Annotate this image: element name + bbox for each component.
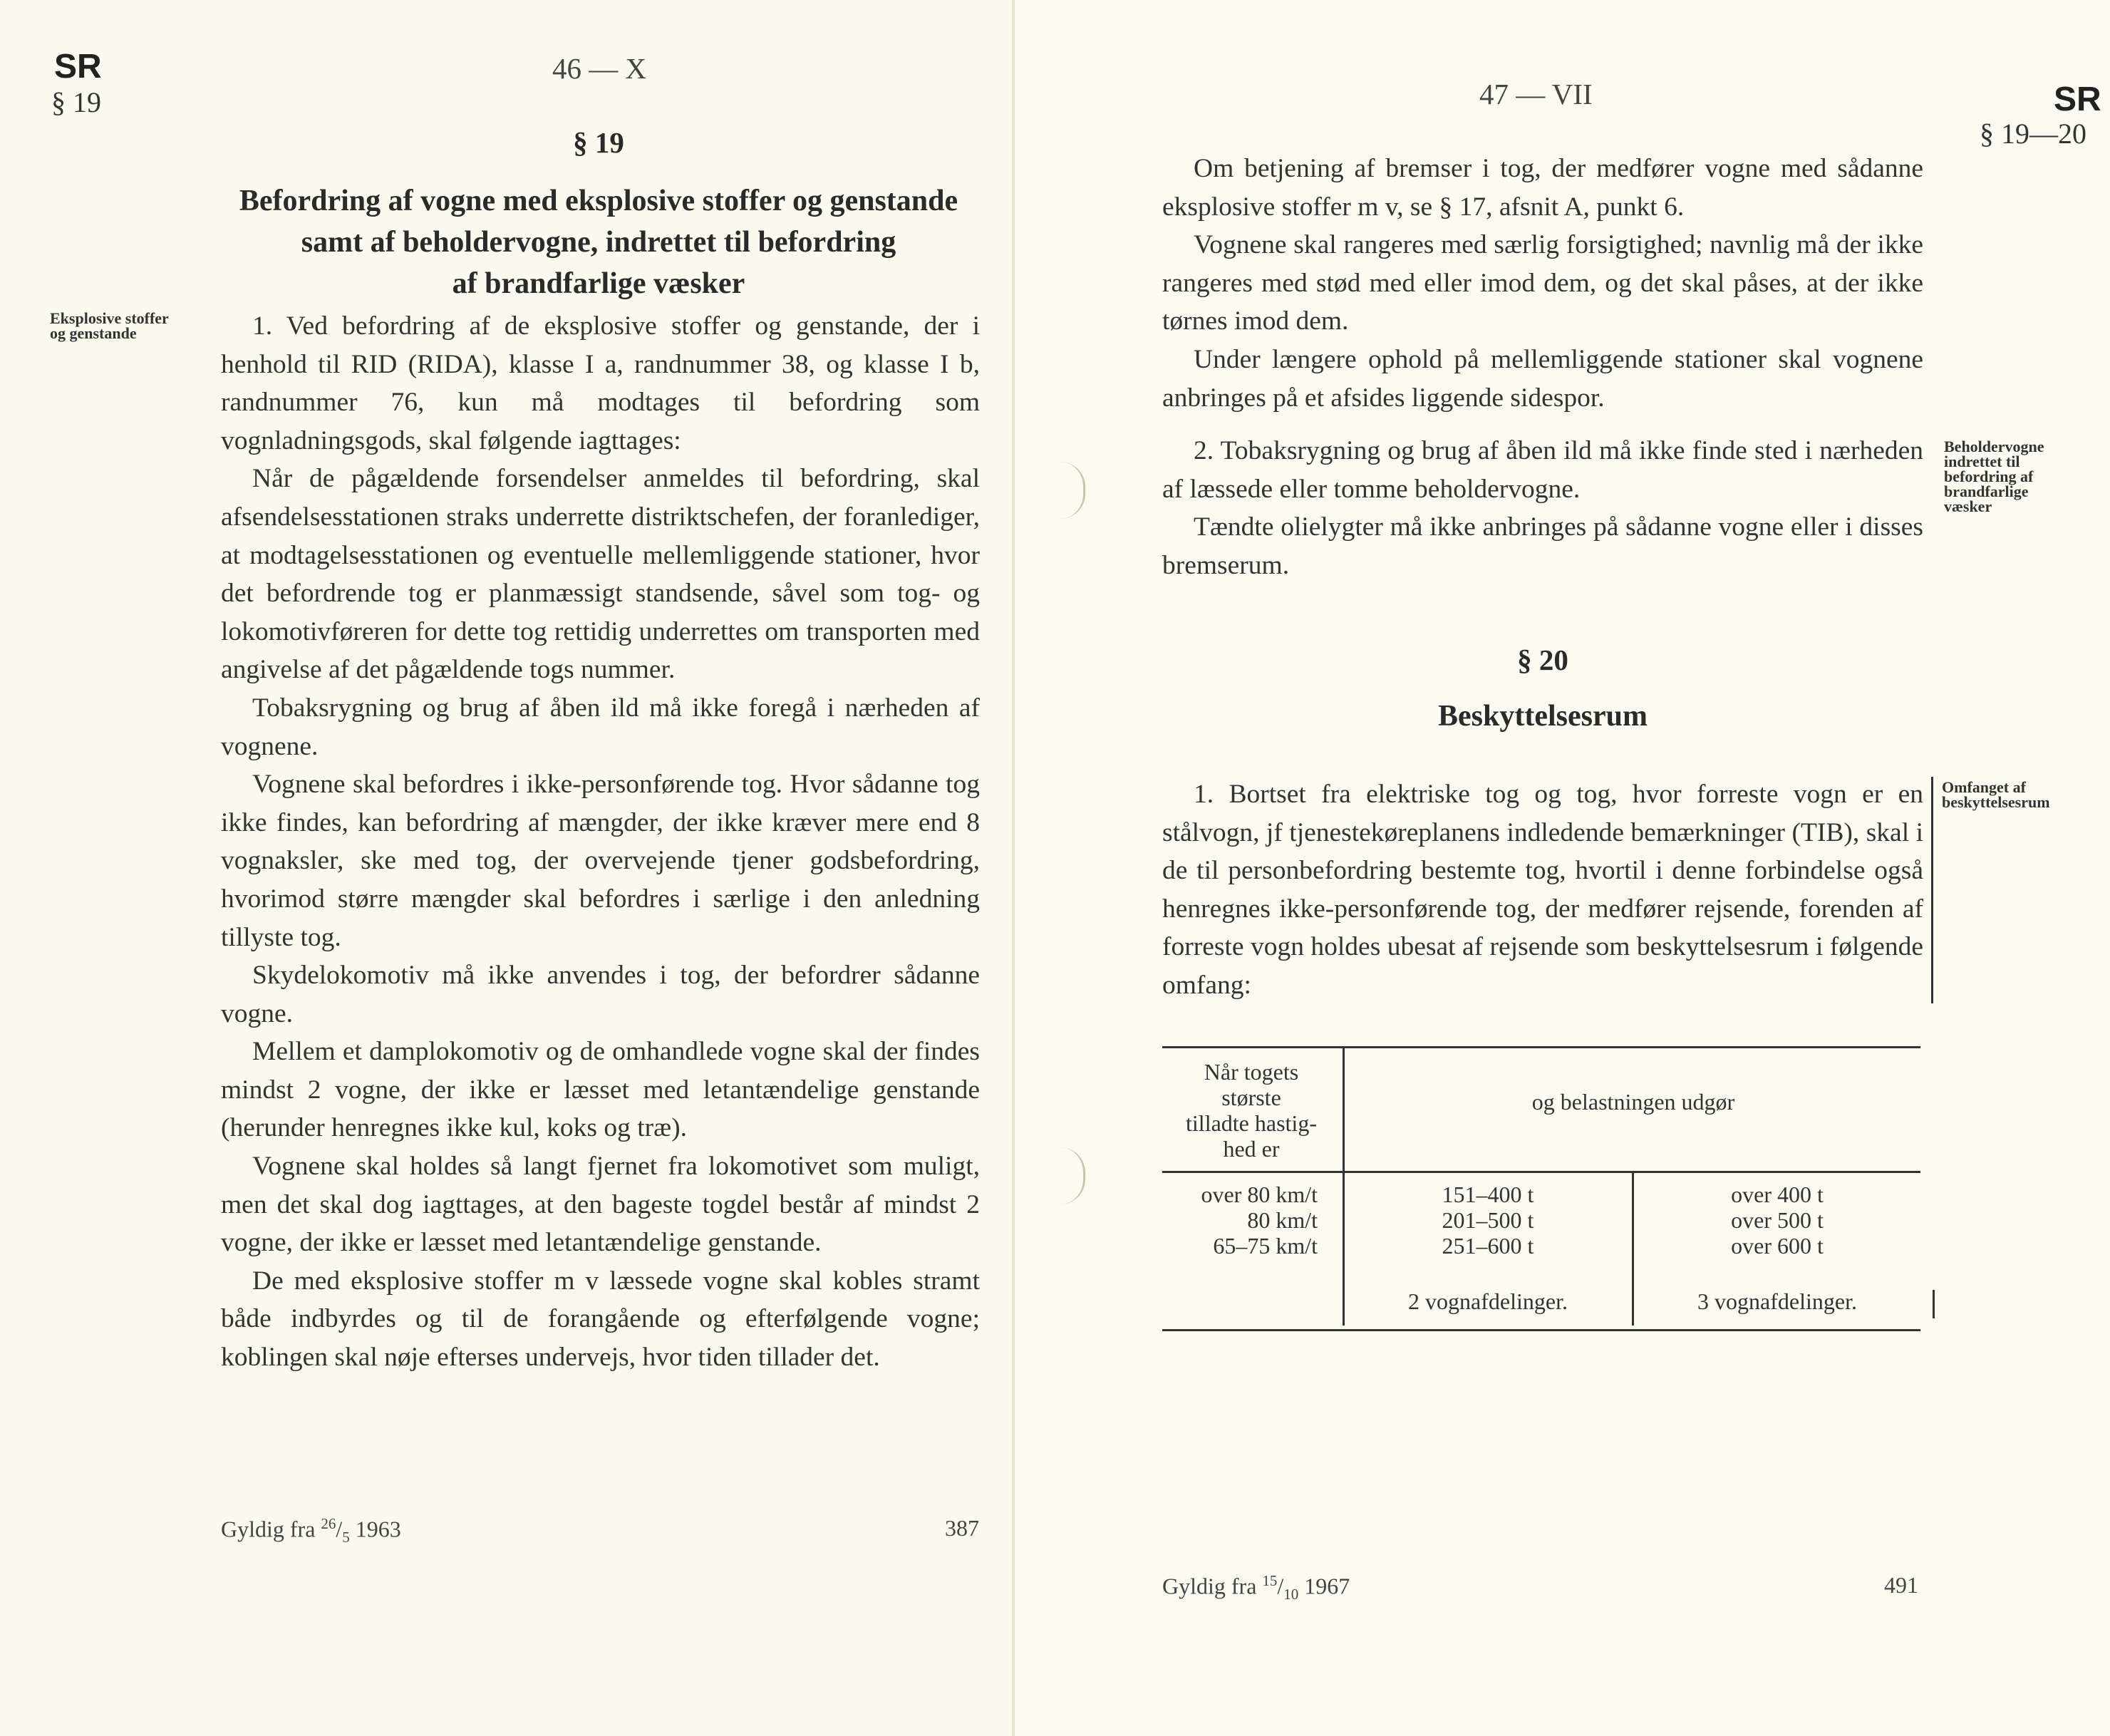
table-cell: over 80 km/t bbox=[1201, 1182, 1318, 1207]
table-rule-vertical bbox=[1343, 1046, 1345, 1326]
side-note-explosives bbox=[50, 311, 169, 341]
table-cell: 80 km/t bbox=[1247, 1207, 1318, 1233]
title-line: af brandfarlige væsker bbox=[452, 267, 745, 300]
paragraph: 1. Ved befordring af de eksplosive stoffer og genstande, der i henhold til RID (RIDA), klasse I a, randnummer 38, og klasse I b, randnummer 76, kun må modtages til befordring som vognladningsgods, skal følgende iagttages: bbox=[221, 311, 980, 455]
paragraph: 2. Tobaksrygning og brug af åben ild må ikke finde sted i nærheden af læssede eller tomme beholdervogne. bbox=[1162, 436, 1923, 504]
table-head-load: og belastningen udgør bbox=[1531, 1089, 1735, 1115]
title-line: samt af beholdervogne, indrettet til befordring bbox=[301, 226, 896, 259]
body-text-right-top bbox=[1162, 150, 1923, 417]
table-speeds bbox=[1162, 1182, 1318, 1259]
side-note-line: væsker bbox=[1944, 497, 1992, 515]
paragraph: Vognene skal holdes så langt fjernet fra lokomotivet som muligt, men det skal dog iagttages, at den bageste togdel består af mindst 2 vogne, der ikke er læsset med letantændelige genstande. bbox=[221, 1152, 980, 1258]
paragraph: Når de pågældende forsendelser anmeldes til befordring, skal afsendelsesstationen straks underrette distriktschefen, der foranlediger, at modtagelsesstationen og eventuelle mellemliggende stationer, hvor det befordrende tog er planmæssigt standsende, såvel som tog- og lokomotivføreren for dette tog rettidig underrettes om transporten med angivelse af det pågældende togs nummer. bbox=[221, 464, 980, 685]
side-note-line: Beholdervogne bbox=[1944, 438, 2044, 455]
paragraph: Vognene skal befordres i ikke-personførende tog. Hvor sådanne tog ikke findes, kan befordring af mængder, der ikke kræver mere end 8 vognaksler, ske med tog, der overvejende tjener godsbefordring, hvorimod større mængder skal befordres i særlige i den anledning tillyste tog. bbox=[221, 770, 980, 952]
table-rule-bottom bbox=[1162, 1329, 1920, 1331]
paragraph: Mellem et damplokomotiv og de omhandlede vogne skal der findes mindst 2 vogne, der ikke er læsset med letantændelige genstande (herunder henregnes ikke kul, koks og træ). bbox=[221, 1037, 980, 1143]
side-note-line: og genstande bbox=[50, 324, 137, 342]
page-number-right: 491 bbox=[1884, 1572, 1918, 1598]
running-head-left: 46 — X bbox=[552, 52, 647, 85]
table-col-3 bbox=[1635, 1182, 1920, 1259]
table-head-line: tilladte hastig- bbox=[1186, 1110, 1317, 1136]
section-heading-19: § 19 bbox=[573, 126, 624, 159]
footer-label: Gyldig fra bbox=[221, 1516, 321, 1542]
body-text-section-20 bbox=[1162, 775, 1923, 1005]
table-head-speed bbox=[1162, 1059, 1340, 1162]
side-note-line: indrettet til bbox=[1944, 453, 2020, 470]
table-cell: over 600 t bbox=[1731, 1233, 1824, 1259]
side-note-tank-wagons bbox=[1944, 439, 2044, 514]
footer-day: 15 bbox=[1262, 1572, 1278, 1589]
side-note-line: Eksplosive stoffer bbox=[50, 309, 169, 327]
table-cell: 65–75 km/t bbox=[1213, 1233, 1318, 1259]
title-line: Befordring af vogne med eksplosive stoffer og genstande bbox=[239, 185, 958, 217]
table-head-line: hed er bbox=[1223, 1136, 1280, 1162]
footer-month: 10 bbox=[1283, 1586, 1299, 1603]
running-head-right: 47 — VII bbox=[1479, 78, 1593, 110]
table-rule-vertical bbox=[1632, 1173, 1634, 1326]
paragraph: Skydelokomotiv må ikke anvendes i tog, der befordrer sådanne vogne. bbox=[221, 961, 980, 1028]
table-cell: 151–400 t bbox=[1442, 1182, 1534, 1207]
validity-footer-left: Gyldig fra $^{26}/_5$ 1963 bbox=[221, 1515, 401, 1546]
tab-code-left: SR bbox=[54, 48, 102, 86]
footer-day: 26 bbox=[321, 1515, 336, 1532]
table-cell: 201–500 t bbox=[1442, 1207, 1534, 1233]
body-text-right-2 bbox=[1162, 432, 1923, 584]
table-cell: over 500 t bbox=[1731, 1207, 1824, 1233]
table-head-line: største bbox=[1221, 1085, 1281, 1110]
footer-year: 1967 bbox=[1298, 1573, 1350, 1599]
section-title-20: Beskyttelsesrum bbox=[1438, 700, 1648, 733]
footer-month: 5 bbox=[342, 1529, 350, 1546]
table-cell: 251–600 t bbox=[1442, 1233, 1534, 1259]
paragraph: Tobaksrygning og brug af åben ild må ikke foregå i nærheden af vognene. bbox=[221, 693, 980, 761]
body-text-left bbox=[221, 307, 980, 1377]
table-head-line: Når togets bbox=[1204, 1059, 1299, 1085]
side-note-line: beskyttelsesrum bbox=[1942, 793, 2050, 811]
tab-section-left: § 19 bbox=[51, 86, 101, 118]
footer-year: 1963 bbox=[349, 1516, 401, 1542]
table-footer-2: 2 vognafdelinger. bbox=[1408, 1288, 1568, 1314]
tab-code-right: SR bbox=[2054, 81, 2101, 118]
validity-footer-right: Gyldig fra $^{15}/_{10}$ 1967 bbox=[1162, 1572, 1350, 1603]
footer-label: Gyldig fra bbox=[1162, 1573, 1263, 1599]
paragraph: De med eksplosive stoffer m v læssede vogne skal kobles stramt både indbyrdes og til de forangående og efterfølgende vogne; koblingen skal nøje efterses undervejs, hvor tiden tillader det. bbox=[221, 1266, 980, 1373]
paragraph: Under længere ophold på mellemliggende stationer skal vognene anbringes på et afsides liggende sidespor. bbox=[1162, 344, 1923, 413]
side-note-line: befordring af bbox=[1944, 467, 2034, 485]
section-title-19 bbox=[207, 180, 991, 304]
paragraph: Om betjening af bremser i tog, der medfører vogne med sådanne eksplosive stoffer m v, se § 17, afsnit A, punkt 6. bbox=[1162, 154, 1923, 222]
table-footer-3: 3 vognafdelinger. bbox=[1697, 1288, 1857, 1314]
table-rule-head bbox=[1162, 1171, 1920, 1173]
paragraph: 1. Bortset fra elektriske tog og tog, hvor forreste vogn er en stålvogn, jf tjenestekøreplanens indledende bemærkninger (TIB), skal i de til personbefordring bestemte tog, hvortil i denne forbindelse også henregnes ikke-personførende tog, der medfører rejsende, forenden af forreste vogn holdes ubesat af rejsende som beskyttelsesrum i følgende omfang: bbox=[1162, 780, 1923, 1000]
table-col-2 bbox=[1345, 1182, 1630, 1259]
page-number-left: 387 bbox=[945, 1515, 979, 1541]
change-bar bbox=[1933, 1290, 1935, 1318]
paragraph: Tændte olielygter må ikke anbringes på sådanne vogne eller i disses bremserum. bbox=[1162, 512, 1923, 580]
change-bar bbox=[1931, 777, 1933, 1003]
paragraph: Vognene skal rangeres med særlig forsigtighed; navnlig må der ikke rangeres med stød med eller imod dem, og det skal påses, at der ikke tørnes imod dem. bbox=[1162, 230, 1923, 336]
tab-section-right: § 19—20 bbox=[1980, 118, 2086, 150]
section-heading-20: § 20 bbox=[1517, 644, 1568, 676]
side-note-scope bbox=[1942, 780, 2050, 810]
table-cell: over 400 t bbox=[1731, 1182, 1824, 1207]
side-note-line: brandfarlige bbox=[1944, 482, 2029, 500]
side-note-line: Omfanget af bbox=[1942, 778, 2026, 796]
table-rule-top bbox=[1162, 1046, 1920, 1048]
